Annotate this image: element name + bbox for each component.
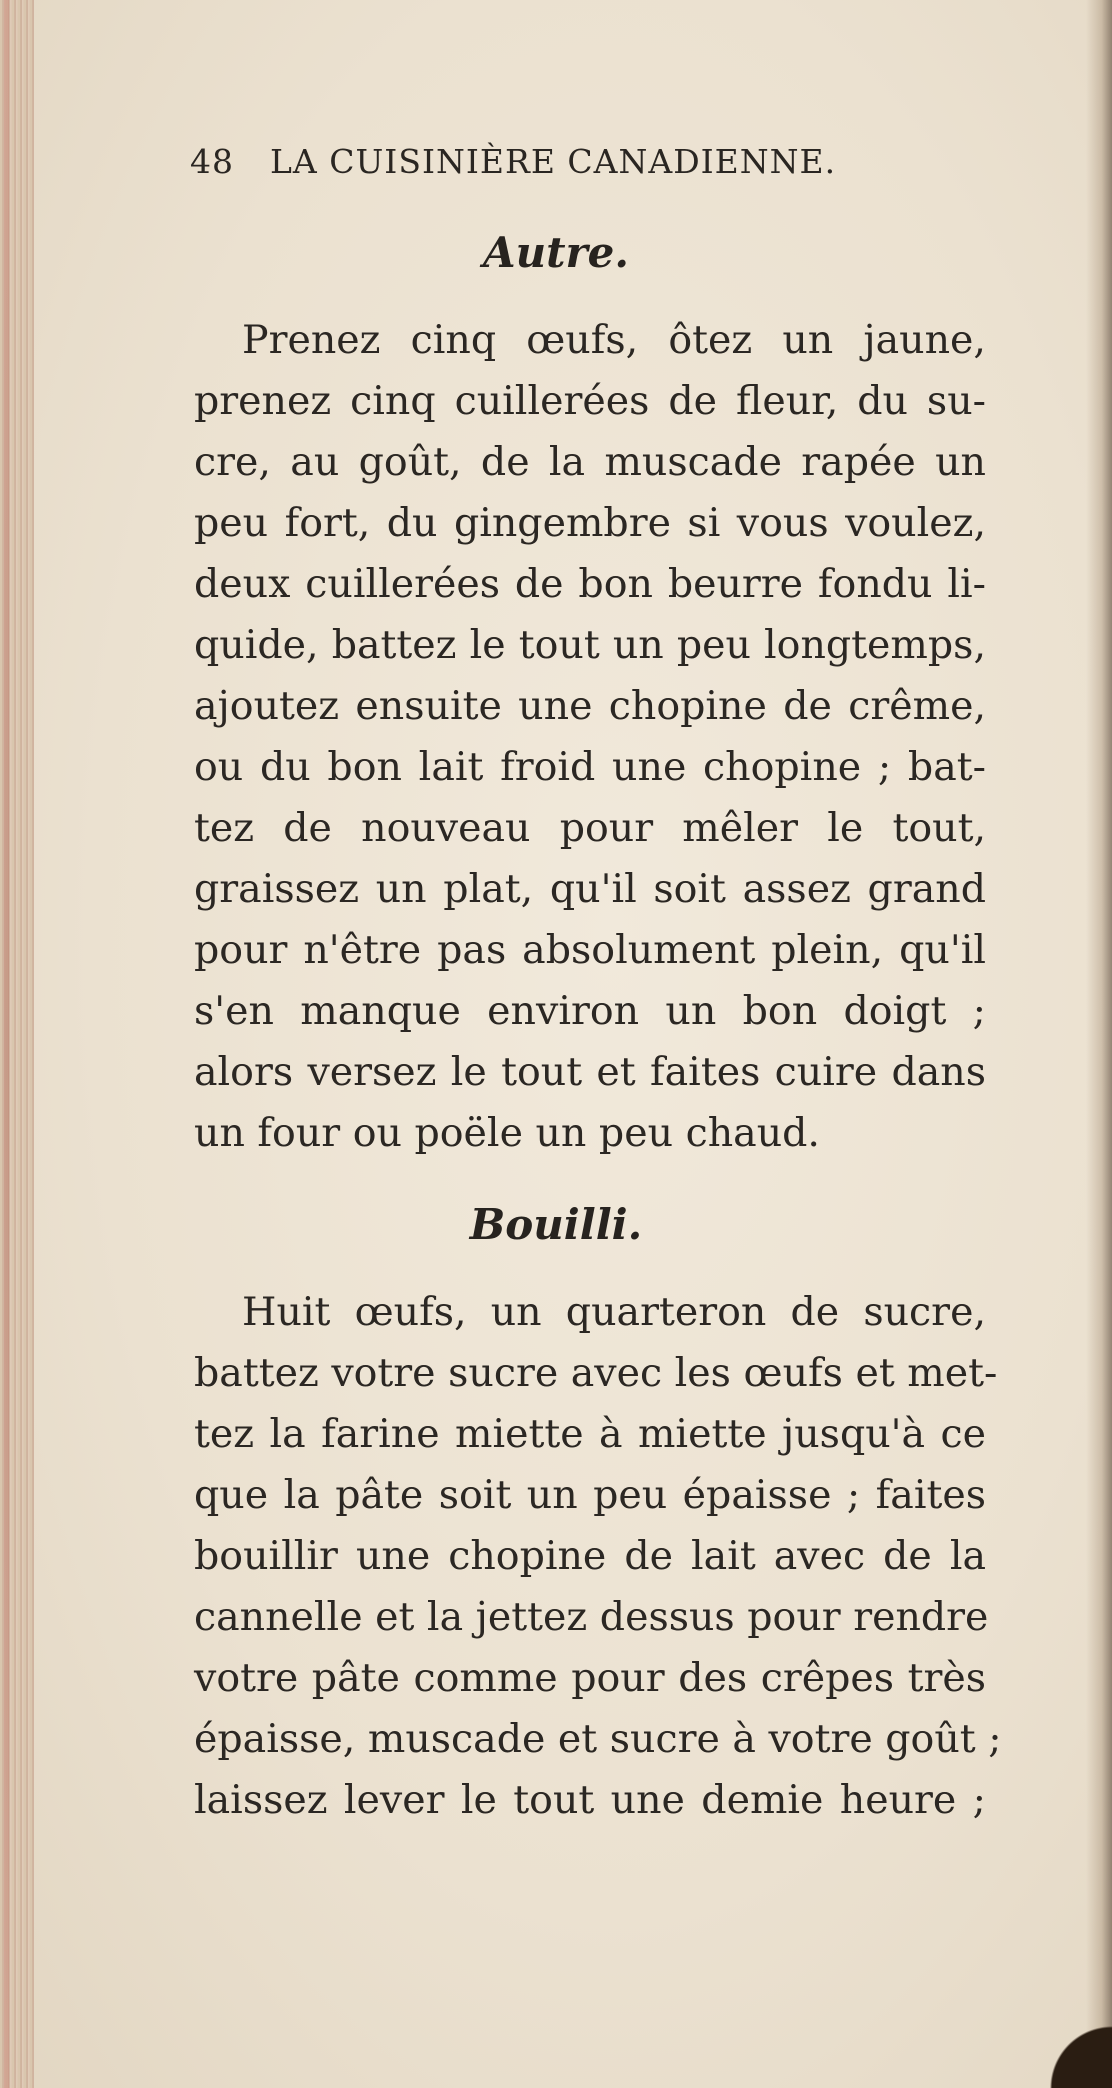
text-line: ou du bon lait froid une chopine ; bat-	[194, 744, 986, 790]
text-line: prenez cinq cuillerées de fleur, du su-	[194, 378, 986, 424]
text-line: un four ou poële un peu chaud.	[194, 1110, 820, 1156]
text-line: peu fort, du gingembre si vous voulez,	[194, 500, 986, 546]
text-line: Prenez cinq œufs, ôtez un jaune,	[242, 317, 986, 363]
recipe-paragraph	[194, 310, 986, 1164]
page-shadow-right	[1086, 0, 1112, 2088]
text-line: s'en manque environ un bon doigt ;	[194, 988, 986, 1034]
text-line: alors versez le tout et faites cuire dans	[194, 1049, 986, 1095]
text-line: quide, battez le tout un peu longtemps,	[194, 622, 986, 668]
text-line: que la pâte soit un peu épaisse ; faites	[194, 1472, 986, 1518]
recipe-paragraph	[194, 1282, 1002, 1831]
text-line: tez la farine miette à miette jusqu'à ce	[194, 1411, 986, 1457]
text-line: ajoutez ensuite une chopine de crême,	[194, 683, 986, 729]
text-line: bouillir une chopine de lait avec de la	[194, 1533, 986, 1579]
running-header	[190, 142, 870, 182]
text-line: Huit œufs, un quarteron de sucre,	[242, 1289, 986, 1335]
text-line: tez de nouveau pour mêler le tout,	[194, 805, 986, 851]
text-line: pour n'être pas absolument plein, qu'il	[194, 927, 986, 973]
text-line: battez votre sucre avec les œufs et met-	[194, 1350, 998, 1396]
section-title: Bouilli.	[469, 1200, 643, 1249]
text-line: laissez lever le tout une demie heure ;	[194, 1777, 986, 1823]
page-number: 48	[190, 142, 234, 181]
text-line: deux cuillerées de bon beurre fondu li-	[194, 561, 986, 607]
page-corner	[1022, 2018, 1112, 2088]
text-line: graissez un plat, qu'il soit assez grand	[194, 866, 986, 912]
text-line: épaisse, muscade et sucre à votre goût ;	[194, 1716, 1002, 1762]
text-line: cannelle et la jettez dessus pour rendre	[194, 1594, 989, 1640]
text-line: votre pâte comme pour des crêpes très	[194, 1655, 986, 1701]
section-title: Autre.	[483, 228, 629, 277]
text-line: cre, au goût, de la muscade rapée un	[194, 439, 986, 485]
running-title: LA CUISINIÈRE CANADIENNE.	[270, 142, 837, 181]
page-edge-left	[0, 0, 34, 2088]
